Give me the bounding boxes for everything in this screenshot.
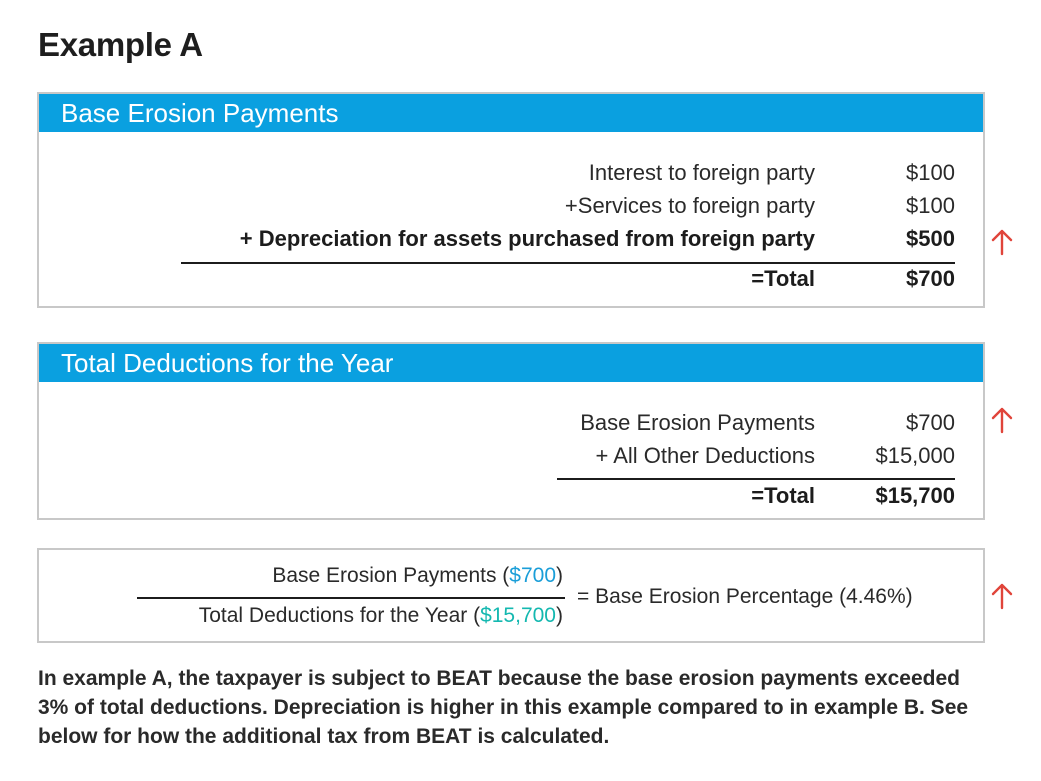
total-row (39, 266, 983, 298)
base-erosion-payments-panel (37, 92, 985, 308)
fraction-bar (137, 597, 565, 599)
total-label: =Total (751, 483, 815, 508)
denominator-value: $15,700 (480, 604, 556, 627)
arrow-up-icon (990, 406, 1014, 434)
arrow-up-icon (990, 582, 1014, 610)
total-value: $15,700 (875, 483, 955, 508)
total-label: =Total (751, 266, 815, 291)
table-row (39, 443, 983, 475)
row-value: $500 (906, 226, 955, 251)
panel-header: Total Deductions for the Year (39, 344, 983, 382)
explanation-caption: In example A, the taxpayer is subject to BEAT because the base erosion payments exceeded 3% of total deductions. Depreciation is higher in this example compared to in example B. See below for how the additional tax from BEAT is calculated. (38, 667, 969, 748)
row-value: $15,000 (875, 443, 955, 468)
table-row (39, 410, 983, 442)
table-row (39, 226, 983, 258)
fraction-result: = Base Erosion Percentage (4.46%) (577, 585, 913, 608)
divider (181, 262, 955, 264)
row-label: Interest to foreign party (588, 160, 815, 185)
fraction-numerator: Base Erosion Payments ($700) (272, 564, 563, 587)
total-deductions-panel (37, 342, 985, 520)
panel-header: Base Erosion Payments (39, 94, 983, 132)
page-title: Example A (38, 26, 203, 63)
row-value: $700 (906, 410, 955, 435)
row-value: $100 (906, 160, 955, 185)
fraction-denominator: Total Deductions for the Year ($15,700) (198, 604, 563, 627)
row-label: + All Other Deductions (595, 443, 815, 468)
divider (557, 478, 955, 480)
table-row (39, 160, 983, 192)
total-value: $700 (906, 266, 955, 291)
numerator-value: $700 (509, 564, 556, 587)
row-label: Base Erosion Payments (580, 410, 815, 435)
arrow-up-icon (990, 228, 1014, 256)
row-label: + Depreciation for assets purchased from foreign party (239, 226, 815, 251)
total-row (39, 483, 983, 515)
row-value: $100 (906, 193, 955, 218)
row-label: +Services to foreign party (564, 193, 815, 218)
table-row (39, 193, 983, 225)
base-erosion-percentage-box (37, 548, 985, 643)
